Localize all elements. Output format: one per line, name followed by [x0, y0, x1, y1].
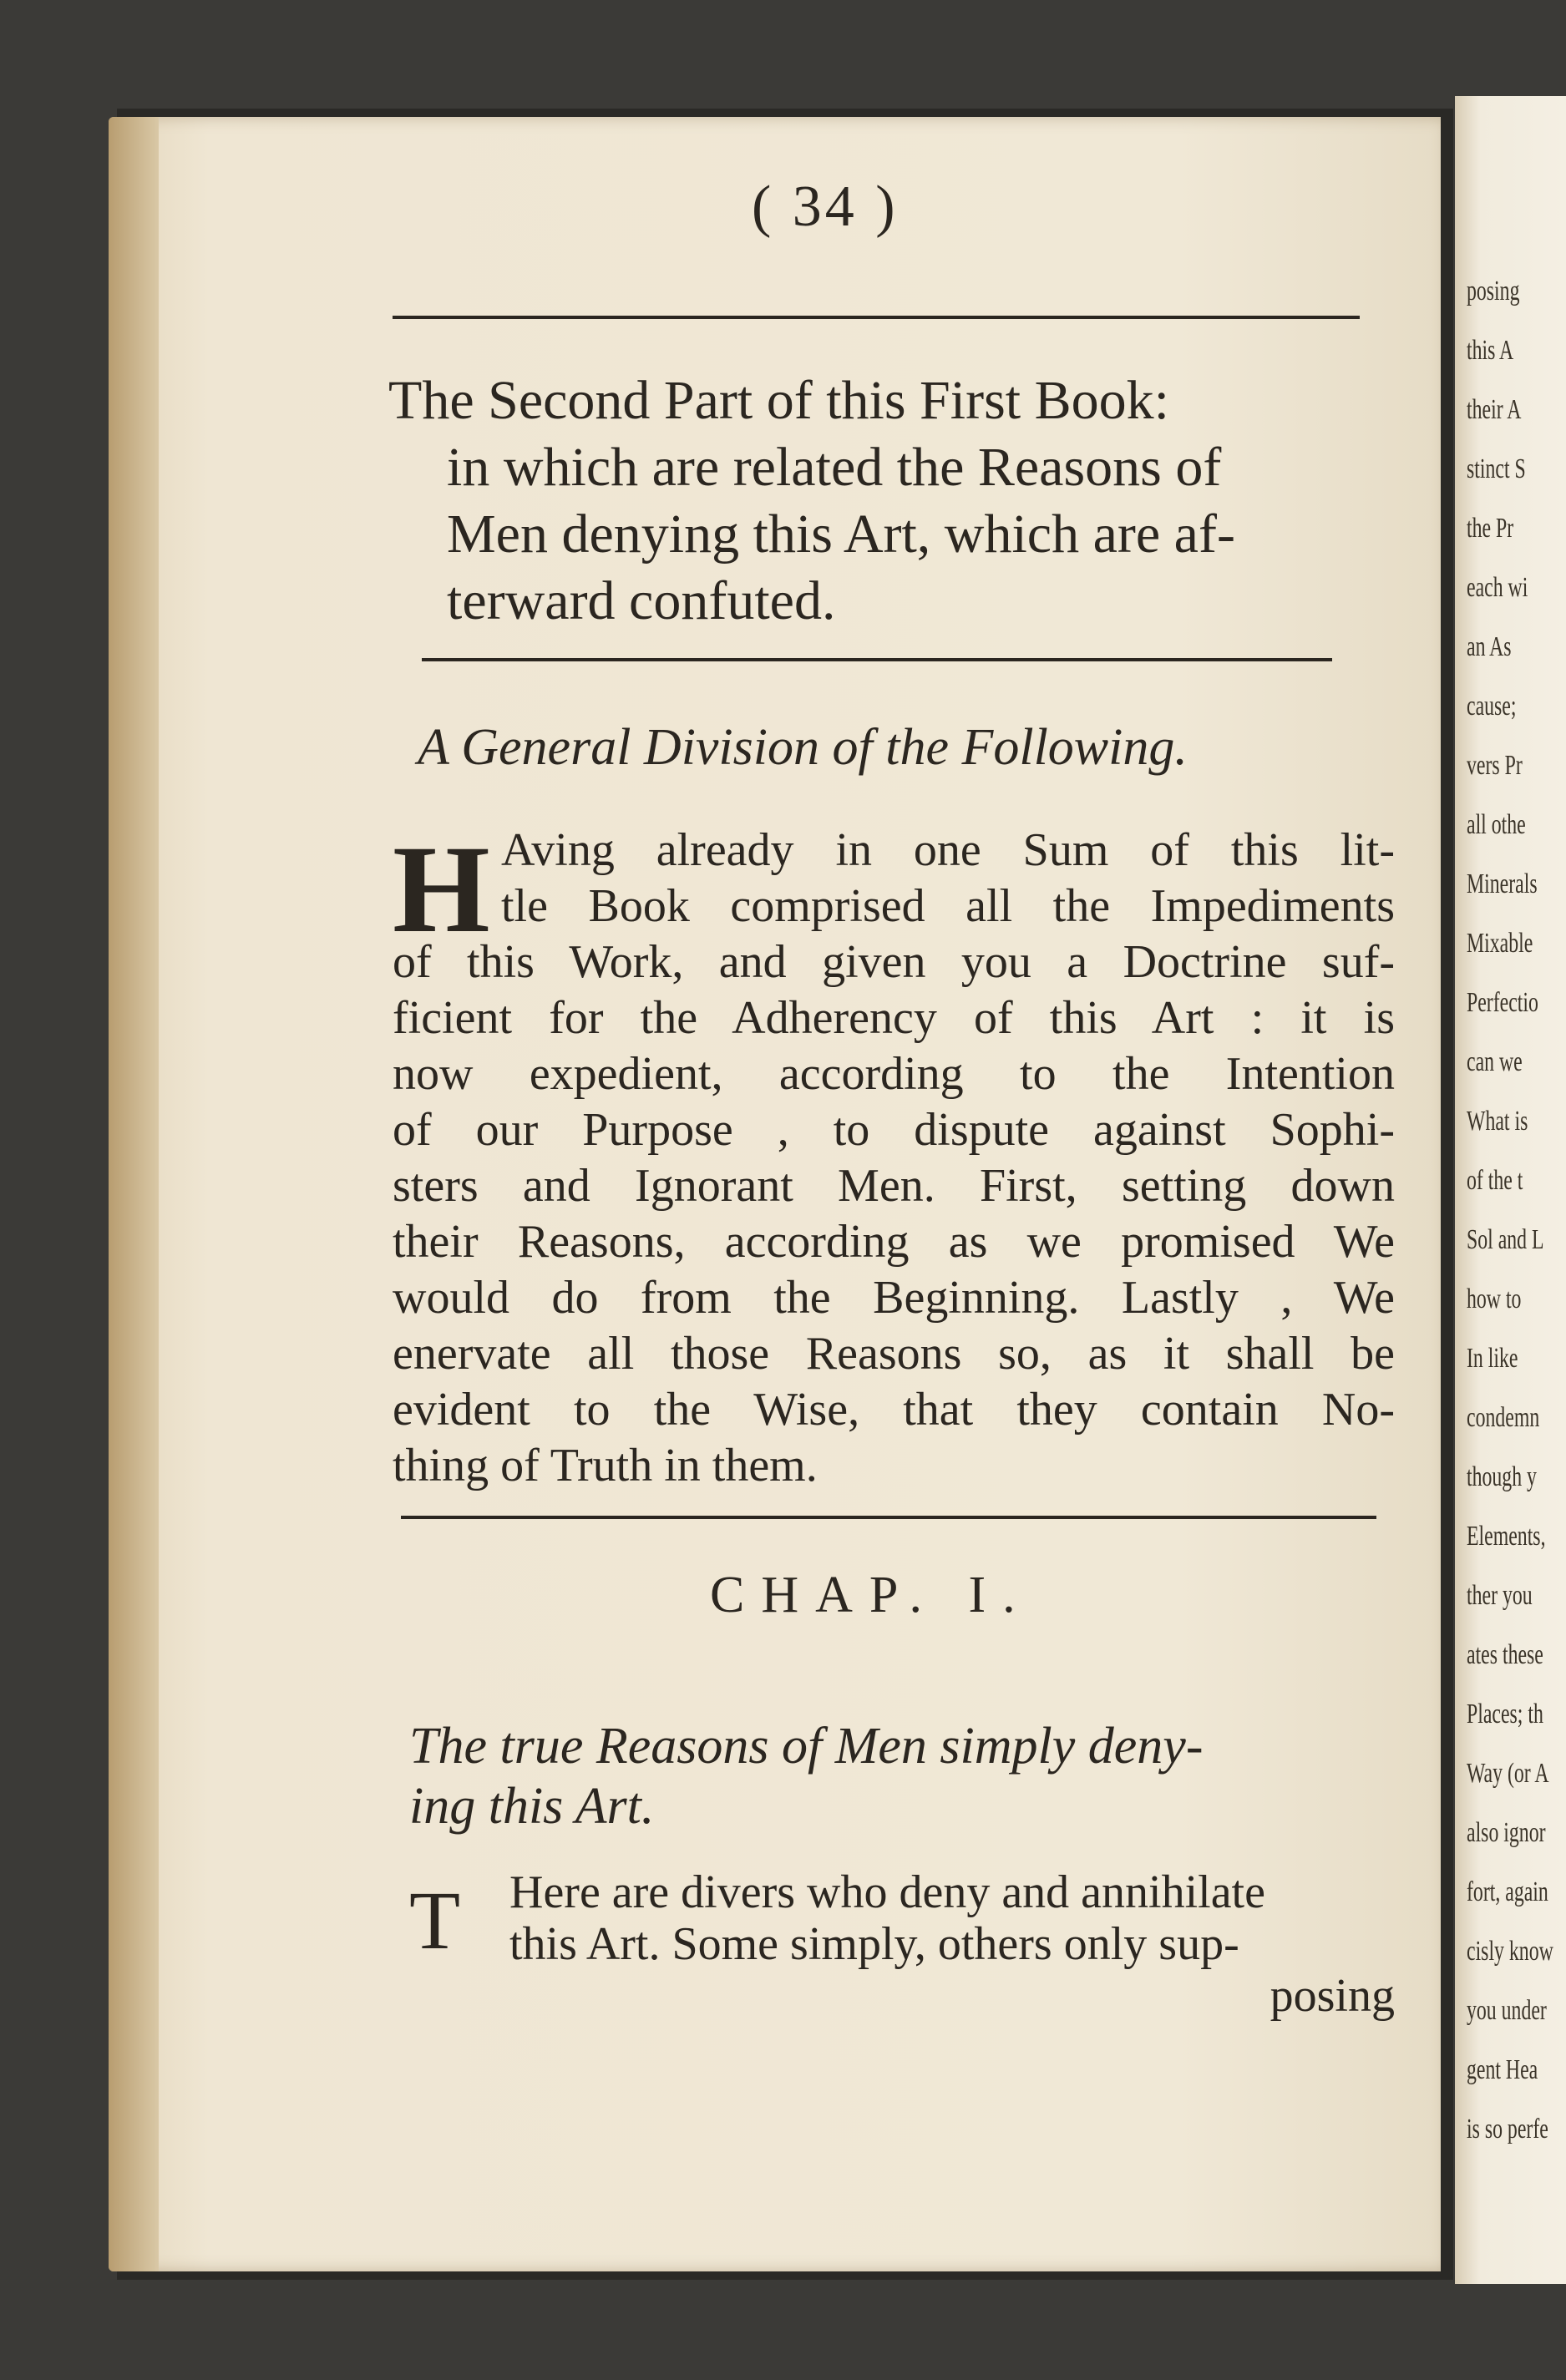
facing-page-fragment: their A: [1467, 394, 1522, 425]
facing-page-fragment: Sol and L: [1467, 1224, 1544, 1255]
facing-page-fragment: this A: [1467, 335, 1514, 366]
facing-page-fragment: Elements,: [1467, 1521, 1546, 1552]
middle-rule: [422, 658, 1332, 661]
facing-page-fragment: Minerals: [1467, 868, 1538, 899]
part-heading: [388, 367, 1399, 635]
facing-page-fragment: Places; th: [1467, 1699, 1543, 1729]
facing-page-fragment: also ignor: [1467, 1817, 1546, 1848]
paragraph-line: sters and Ignorant Men. First, setting down: [393, 1160, 1395, 1212]
paragraph-line: evident to the Wise, that they contain No-: [393, 1384, 1395, 1436]
paragraph-line: of our Purpose , to dispute against Sophi-: [393, 1104, 1395, 1156]
facing-page-fragment: posing: [1467, 276, 1520, 306]
paragraph-line: of this Work, and given you a Doctrine suf-: [393, 936, 1395, 988]
facing-page-fragment: how to: [1467, 1284, 1522, 1314]
facing-page-fragment: In like: [1467, 1343, 1518, 1374]
facing-page-fragment: vers Pr: [1467, 750, 1523, 781]
chapter-title-line: ing this Art.: [409, 1778, 655, 1835]
facing-page-fragment: cause;: [1467, 691, 1517, 722]
drop-capital: T: [409, 1874, 461, 1967]
paragraph-line: ficient for the Adherency of this Art : it is: [393, 992, 1395, 1044]
section-title: A General Division of the Following.: [418, 719, 1188, 776]
facing-page-fragment: What is: [1467, 1106, 1528, 1137]
paragraph-line: Aving already in one Sum of this lit-: [501, 824, 1395, 876]
top-rule: [393, 316, 1360, 319]
lower-rule: [401, 1516, 1376, 1519]
facing-page-fragment: each wi: [1467, 572, 1528, 603]
paragraph-line: enervate all those Reasons so, as it shall be: [393, 1328, 1395, 1380]
paragraph-line: Here are divers who deny and annihilate: [509, 1866, 1265, 1918]
intro-paragraph: [393, 820, 1395, 1494]
facing-page-fragment: gent Hea: [1467, 2054, 1538, 2085]
paragraph-line: this Art. Some simply, others only sup-: [509, 1918, 1239, 1970]
facing-page-fragment: of the t: [1467, 1165, 1523, 1196]
paragraph-line: thing of Truth in them.: [393, 1440, 818, 1491]
facing-page-fragment: cisly know: [1467, 1936, 1553, 1967]
facing-page-fragment: you under: [1467, 1995, 1547, 2026]
facing-page-fragment: is so perfe: [1467, 2114, 1548, 2145]
facing-page-fragment: Perfectio: [1467, 987, 1538, 1018]
facing-page-fragment: the Pr: [1467, 513, 1514, 544]
chapter-paragraph: [393, 1866, 1395, 2022]
chapter-label: CHAP. I.: [710, 1567, 1032, 1623]
facing-page-fragment: all othe: [1467, 809, 1526, 840]
paragraph-line: tle Book comprised all the Impediments: [501, 880, 1395, 932]
facing-page: [1455, 96, 1566, 2284]
facing-page-fragment: can we: [1467, 1046, 1523, 1077]
paragraph-line: would do from the Beginning. Lastly , We: [393, 1272, 1395, 1324]
facing-page-fragment: an As: [1467, 631, 1512, 662]
facing-page-fragment: ther you: [1467, 1580, 1533, 1611]
facing-page-fragment: ates these: [1467, 1639, 1543, 1670]
facing-page-fragment: though y: [1467, 1461, 1537, 1492]
part-heading-line: The Second Part of this First Book:: [388, 370, 1169, 431]
facing-page-fragment: Way (or A: [1467, 1758, 1549, 1789]
facing-page-fragment: stinct S: [1467, 453, 1526, 484]
drop-capital: H: [393, 820, 490, 959]
paragraph-line: their Reasons, according as we promised We: [393, 1216, 1395, 1268]
facing-page-fragment: condemn: [1467, 1402, 1540, 1433]
paragraph-line: now expedient, according to the Intention: [393, 1048, 1395, 1100]
part-heading-line: terward confuted.: [447, 570, 836, 631]
chapter-title: [409, 1716, 1395, 1836]
page-gutter-edge: [109, 117, 159, 2271]
part-heading-line: Men denying this Art, which are af-: [447, 504, 1235, 565]
page-number: ( 34 ): [752, 175, 899, 239]
facing-page-fragment: Mixable: [1467, 928, 1533, 959]
part-heading-line: in which are related the Reasons of: [447, 437, 1222, 498]
chapter-title-line: The true Reasons of Men simply deny-: [409, 1718, 1204, 1775]
catchword: posing: [1270, 1970, 1395, 2022]
facing-page-fragment: fort, again: [1467, 1876, 1548, 1907]
